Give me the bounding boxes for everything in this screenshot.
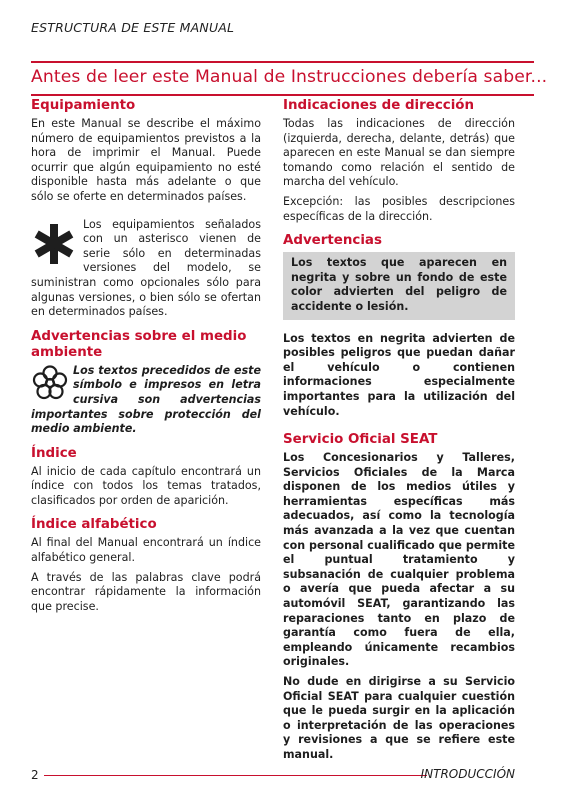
right-column [283, 98, 515, 768]
indice-paragraph: Al inicio de cada capítulo encontrará un índice con todos los temas tratados, clasificados por orden de aparición. [31, 464, 261, 507]
flower-icon [31, 364, 69, 402]
section-title-advertencias: Advertencias [283, 233, 382, 249]
servicio-oficial-paragraph-2: No dude en dirigirse a su Servicio Oficial SEAT para cualquier cuestión que le pueda surgir en la aplicación o interpretación de las operaciones y revisiones a que se refiere este manual. [283, 675, 515, 761]
environment-paragraph: Los textos precedidos de este símbolo e impresos en letra cursiva son advertencias importantes sobre protección del medio ambiente. [31, 363, 261, 436]
warning-box [283, 252, 515, 319]
page-title: Antes de leer este Manual de Instrucciones debería saber... [31, 67, 548, 87]
warning-box-text: Los textos que aparecen en negrita y sobre un fondo de este color advierten del peligro de accidente o lesión. [291, 256, 507, 313]
direccion-paragraph-1: Todas las indicaciones de dirección (izquierda, derecha, delante, detrás) que aparecen en este Manual se dan siempre tomando como relación el sentido de marcha del vehículo. [283, 117, 515, 189]
section-title-equipamiento: Equipamiento [31, 98, 136, 113]
left-column [31, 98, 261, 619]
running-head: ESTRUCTURA DE ESTE MANUAL [31, 20, 235, 35]
footer-rule [44, 775, 427, 776]
section-title-servicio-oficial: Servicio Oficial SEAT [283, 432, 438, 448]
section-title-direccion: Indicaciones de dirección [283, 98, 475, 113]
indice-alfabetico-paragraph-2: A través de las palabras clave podrá encontrar rápidamente la información que precise. [31, 570, 261, 613]
asterisk-paragraph: Los equipamientos señalados con un asterisco vienen de serie sólo en determinadas versiones del modelo, se suministran como opcionales sólo para algunas versiones, o bien sólo se ofertan en determinados países. [31, 217, 261, 319]
section-title-indice: Índice [31, 445, 77, 461]
page-number: 2 [31, 768, 39, 782]
footer-section-label: INTRODUCCIÓN [420, 767, 515, 781]
title-bottom-rule [31, 94, 534, 96]
section-title-medio-ambiente: Advertencias sobre el medio ambiente [31, 328, 247, 360]
title-top-rule [31, 61, 534, 63]
indice-alfabetico-paragraph-1: Al final del Manual encontrará un índice alfabético general. [31, 536, 261, 565]
equipamiento-paragraph: En este Manual se describe el máximo número de equipamientos previstos a la hora de imprimir el Manual. Puede ocurrir que algún equipamiento no esté disponible hasta más adelante o que sólo se oferte en determinados países. [31, 117, 261, 203]
servicio-oficial-paragraph-1: Los Concesionarios y Talleres, Servicios Oficiales de la Marca disponen de los medios útiles y herramientas específicas más adecuados, así como la tecnología más avanzada a la vez que cuentan con personal cualificado que permite el puntual tratamiento y subsanación de cualquier problema o avería que pueda afectar a su automóvil SEAT, garantizando las reparaciones tanto en plazo de garantía como fuera de ella, empleando únicamente recambios originales. [283, 451, 515, 669]
direccion-paragraph-2: Excepción: las posibles descripciones específicas de la dirección. [283, 194, 515, 223]
section-title-indice-alfabetico: Índice alfabético [31, 517, 157, 533]
advertencias-paragraph: Los textos en negrita advierten de posibles peligros que puedan dañar el vehículo o contienen informaciones especialmente importantes para la utilización del vehículo. [283, 331, 515, 418]
asterisk-icon [31, 221, 77, 267]
asterisk-note [31, 218, 261, 320]
environment-note [31, 364, 261, 437]
